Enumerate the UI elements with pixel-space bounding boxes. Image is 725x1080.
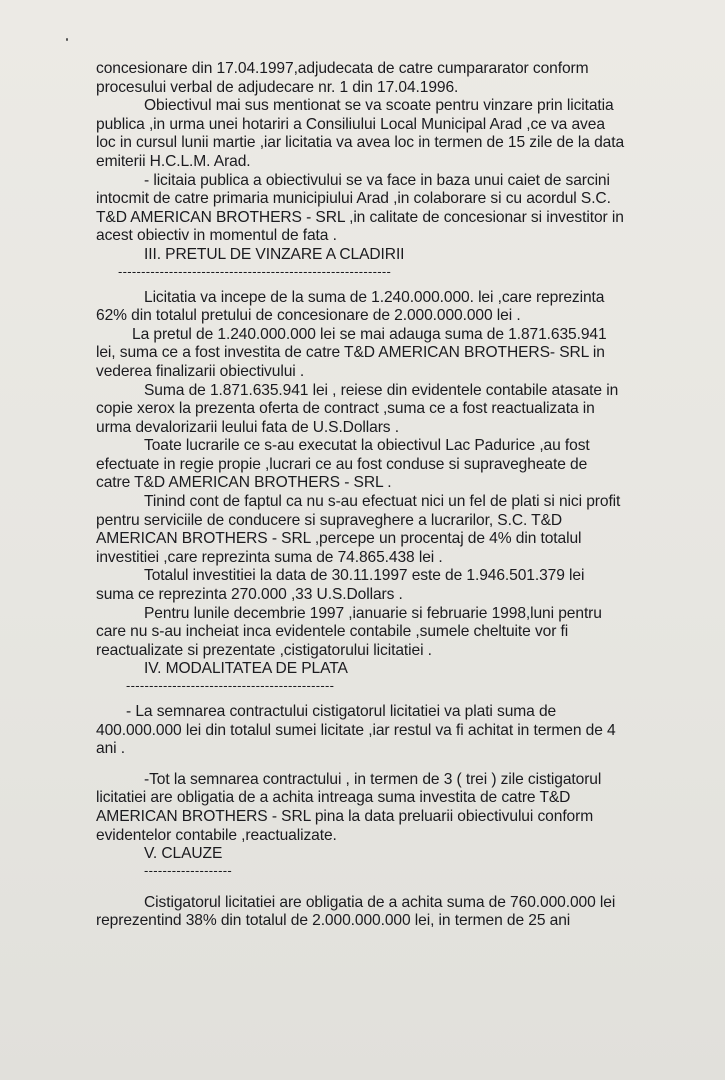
text-line: reprezentind 38% din totalul de 2.000.000.000 lei, in termen de 25 ani [96,912,571,930]
text-line: Totalul investitiei la data de 30.11.1997 este de 1.946.501.379 lei [144,567,585,585]
text-line: intocmit de catre primaria municipiului Arad ,in colaborare si cu acordul S.C. [96,190,611,208]
text-line: loc in cursul lunii martie ,iar licitatia va avea loc in termen de 15 zile de la data [96,134,625,152]
text-line: - licitaia publica a obiectivului se va face in baza unui caiet de sarcini [144,171,610,189]
text-line: ani . [96,740,125,758]
section-heading-clauze: V. CLAUZE [144,845,223,863]
section-underline: --------------------------------------------- [126,679,335,693]
text-line: -Tot la semnarea contractului , in termen de 3 ( trei ) zile cistigatorul [144,770,602,788]
text-line: reactualizate si prezentate ,cistigatorului licitatiei . [96,641,432,659]
text-line: lei, suma ce a fost investita de catre T&D AMERICAN BROTHERS- SRL in [96,344,605,362]
section-underline: ----------------------------------------------------------- [118,264,392,279]
section-underline: ------------------- [144,863,232,878]
text-line: vederea finalizarii obiectivului . [96,362,305,380]
text-line: catre T&D AMERICAN BROTHERS - SRL . [96,474,392,492]
text-line: urma devalorizarii leului fata de U.S.Dollars . [96,418,399,436]
text-line: 62% din totalul pretului de concesionare de 2.000.000.000 lei . [96,307,521,325]
text-line: publica ,in urma unei hotariri a Consiliului Local Municipal Arad ,ce va avea [96,115,605,133]
text-line: 400.000.000 lei din totalul sumei licitate ,iar restul va fi achitat in termen de 4 [96,721,616,739]
text-line: investitiei ,care reprezinta suma de 74.865.438 lei . [96,548,443,566]
paper-speck [66,38,68,41]
text-line: emiterii H.C.L.M. Arad. [96,152,251,170]
text-line: care nu s-au incheiat inca evidentele contabile ,sumele cheltuite vor fi [96,623,569,641]
text-line: Licitatia va incepe de la suma de 1.240.000.000. lei ,care reprezinta [144,288,605,306]
text-line: pentru serviciile de conducere si supraveghere a lucrarilor, S.C. T&D [96,511,563,529]
text-line: acest obiectiv in momentul de fata . [96,227,337,245]
text-line: Cistigatorul licitatiei are obligatia de a achita suma de 760.000.000 lei [144,893,616,911]
text-line: suma ce reprezinta 270.000 ,33 U.S.Dollars . [96,586,403,604]
document-body [96,60,696,931]
text-line: licitatiei are obligatia de a achita intreaga suma investita de catre T&D [96,789,571,807]
text-line: Pentru lunile decembrie 1997 ,ianuarie si februarie 1998,luni pentru [144,604,602,622]
section-heading-pret: III. PRETUL DE VINZARE A CLADIRII [144,245,405,263]
text-line: La pretul de 1.240.000.000 lei se mai adauga suma de 1.871.635.941 [132,325,607,343]
section-heading-plata: IV. MODALITATEA DE PLATA [144,660,348,678]
text-line: Tinind cont de faptul ca nu s-au efectuat nici un fel de plati si nici profit [144,493,621,511]
text-line: Toate lucrarile ce s-au executat la obiectivul Lac Padurice ,au fost [144,437,590,455]
text-line: T&D AMERICAN BROTHERS - SRL ,in calitate de concesionar si investitor in [96,208,624,226]
text-line: AMERICAN BROTHERS - SRL pina la data preluarii obiectivului conform [96,807,594,825]
text-line: evidentelor contabile ,reactualizate. [96,826,337,844]
text-line: efectuate in regie propie ,lucrari ce au fost conduse si supravegheate de [96,455,588,473]
text-line: procesului verbal de adjudecare nr. 1 din 17.04.1996. [96,78,459,96]
text-line: copie xerox la prezenta oferta de contract ,suma ce a fost reactualizata in [96,400,595,418]
text-line: Suma de 1.871.635.941 lei , reiese din evidentele contabile atasate in [144,381,619,399]
text-line: - La semnarea contractului cistigatorul licitatiei va plati suma de [126,703,557,720]
text-line: Obiectivul mai sus mentionat se va scoate pentru vinzare prin licitatia [144,97,614,115]
text-line: concesionare din 17.04.1997,adjudecata de catre cumpararator conform [96,60,589,77]
text-line: AMERICAN BROTHERS - SRL ,percepe un procentaj de 4% din totalul [96,530,582,548]
